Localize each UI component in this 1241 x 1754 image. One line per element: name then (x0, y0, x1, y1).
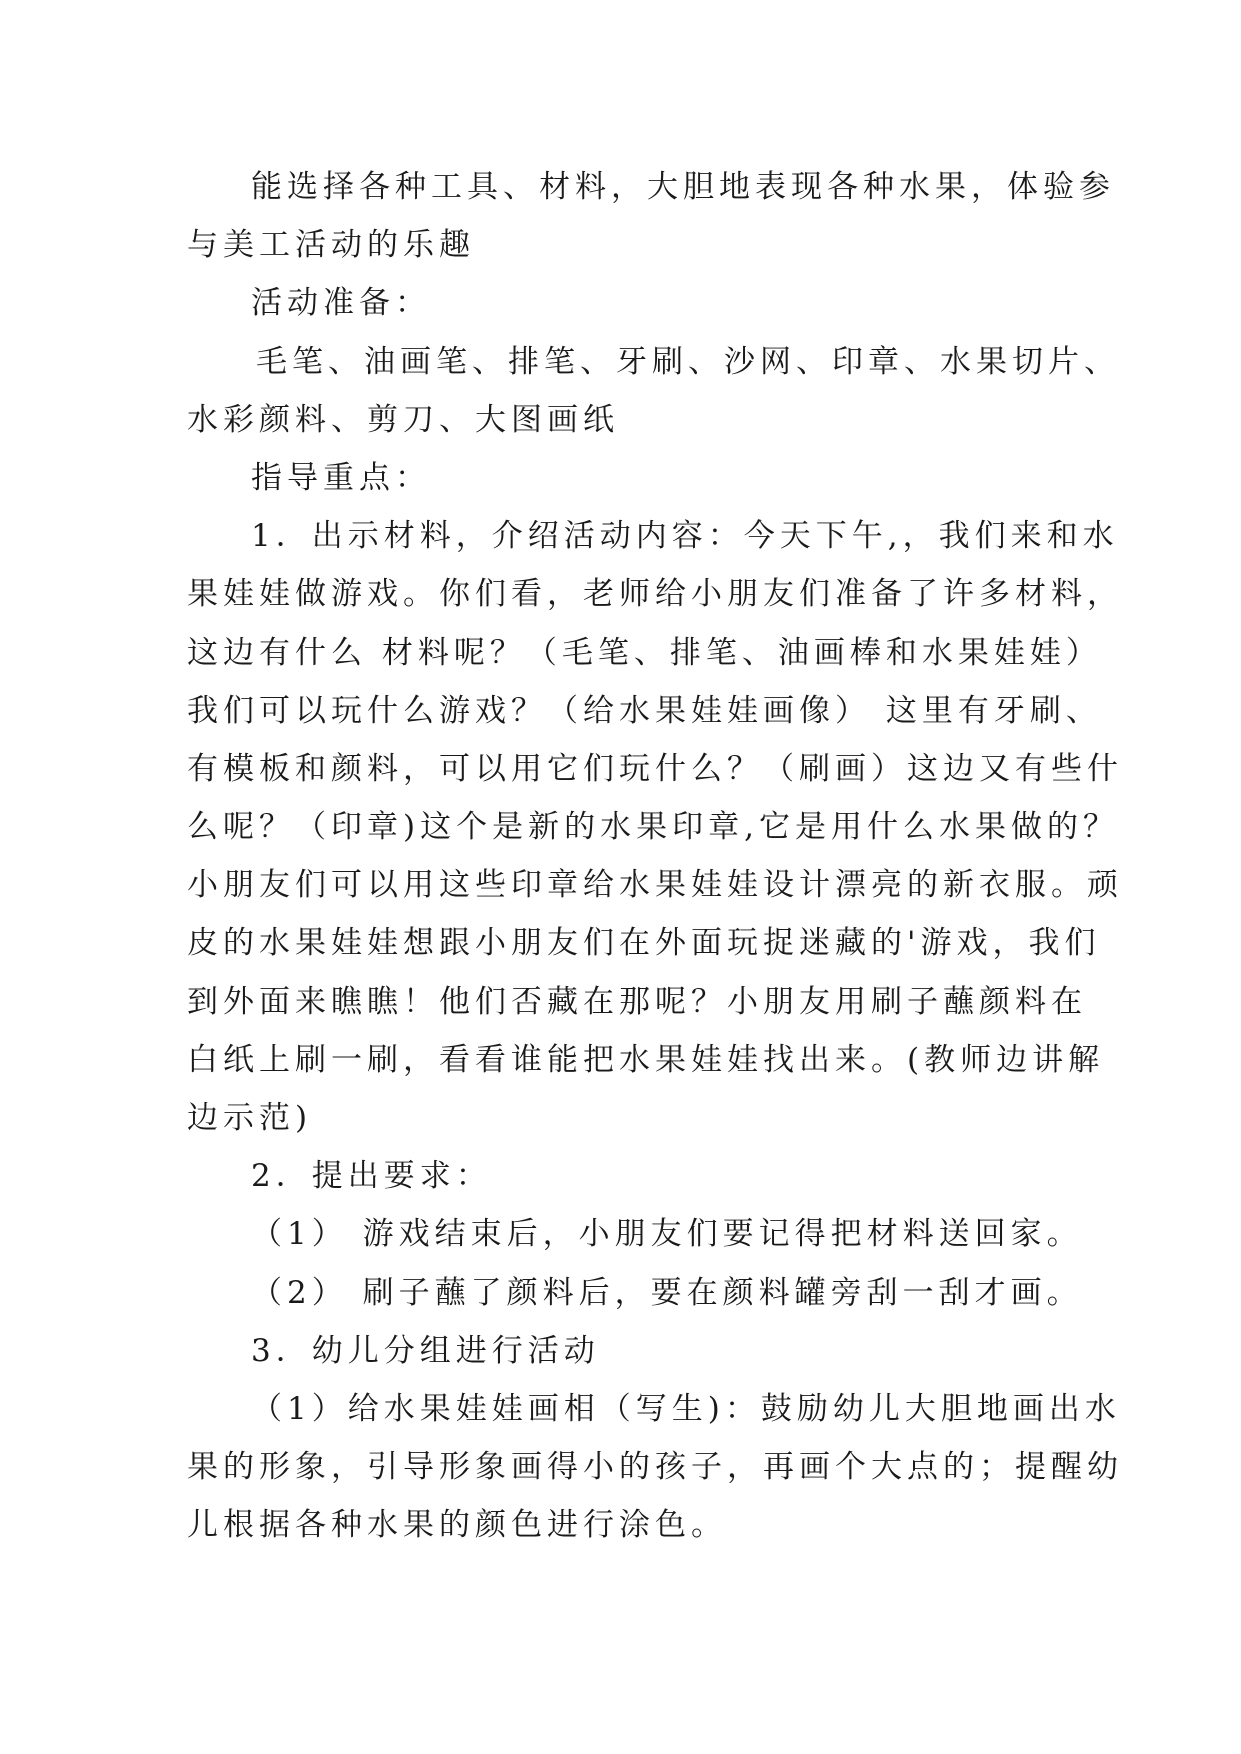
step-1-line-5: 有模板和颜料，可以用它们玩什么？（刷画）这边又有些什 (187, 750, 1123, 787)
activity-1-line-2: 果的形象，引导形象画得小的孩子，再画个大点的；提醒幼 (187, 1449, 1123, 1486)
step-1-line-1: 1．出示材料，介绍活动内容：今天下午,，我们来和水 (251, 518, 1119, 555)
step-1-line-9: 到外面来瞧瞧！他们否藏在那呢？小朋友用刷子蘸颜料在 (187, 983, 1087, 1020)
step-1-line-8: 皮的水果娃娃想跟小朋友们在外面玩捉迷藏的'游戏，我们 (187, 925, 1101, 962)
heading-guidance-focus: 指导重点： (251, 459, 431, 496)
requirement-2: （2） 刷子蘸了颜料后，要在颜料罐旁刮一刮才画。 (251, 1274, 1083, 1311)
paragraph-goal-line-1: 能选择各种工具、材料，大胆地表现各种水果，体验参 (251, 169, 1115, 205)
paragraph-goal-line-2: 与美工活动的乐趣 (187, 227, 475, 264)
activity-1-line-3: 儿根据各种水果的颜色进行涂色。 (187, 1507, 727, 1544)
step-1-line-3: 这边有什么 材料呢？（毛笔、排笔、油画棒和水果娃娃） (187, 634, 1102, 671)
step-1-line-11: 边示范) (187, 1100, 313, 1136)
requirement-1: （1） 游戏结束后，小朋友们要记得把材料送回家。 (251, 1216, 1083, 1253)
heading-activity-preparation: 活动准备： (251, 285, 431, 322)
step-1-line-7: 小朋友们可以用这些印章给水果娃娃设计漂亮的新衣服。顽 (187, 867, 1123, 904)
step-1-line-2: 果娃娃做游戏。你们看，老师给小朋友们准备了许多材料， (187, 576, 1123, 613)
activity-1-line-1: （1）给水果娃娃画相（写生)：鼓励幼儿大胆地画出水 (251, 1390, 1121, 1427)
materials-line-1: 毛笔、油画笔、排笔、牙刷、沙网、印章、水果切片、 (256, 343, 1120, 380)
step-3-heading: 3．幼儿分组进行活动 (251, 1332, 600, 1369)
document-body (187, 158, 1123, 1555)
step-1-line-10: 白纸上刷一刷，看看谁能把水果娃娃找出来。(教师边讲解 (187, 1041, 1105, 1078)
step-2-heading: 2．提出要求： (251, 1158, 492, 1195)
step-1-line-6: 么呢？（印章)这个是新的水果印章,它是用什么水果做的？ (187, 809, 1119, 846)
materials-line-2: 水彩颜料、剪刀、大图画纸 (187, 401, 619, 438)
step-1-line-4: 我们可以玩什么游戏？（给水果娃娃画像） 这里有牙刷、 (187, 692, 1102, 729)
